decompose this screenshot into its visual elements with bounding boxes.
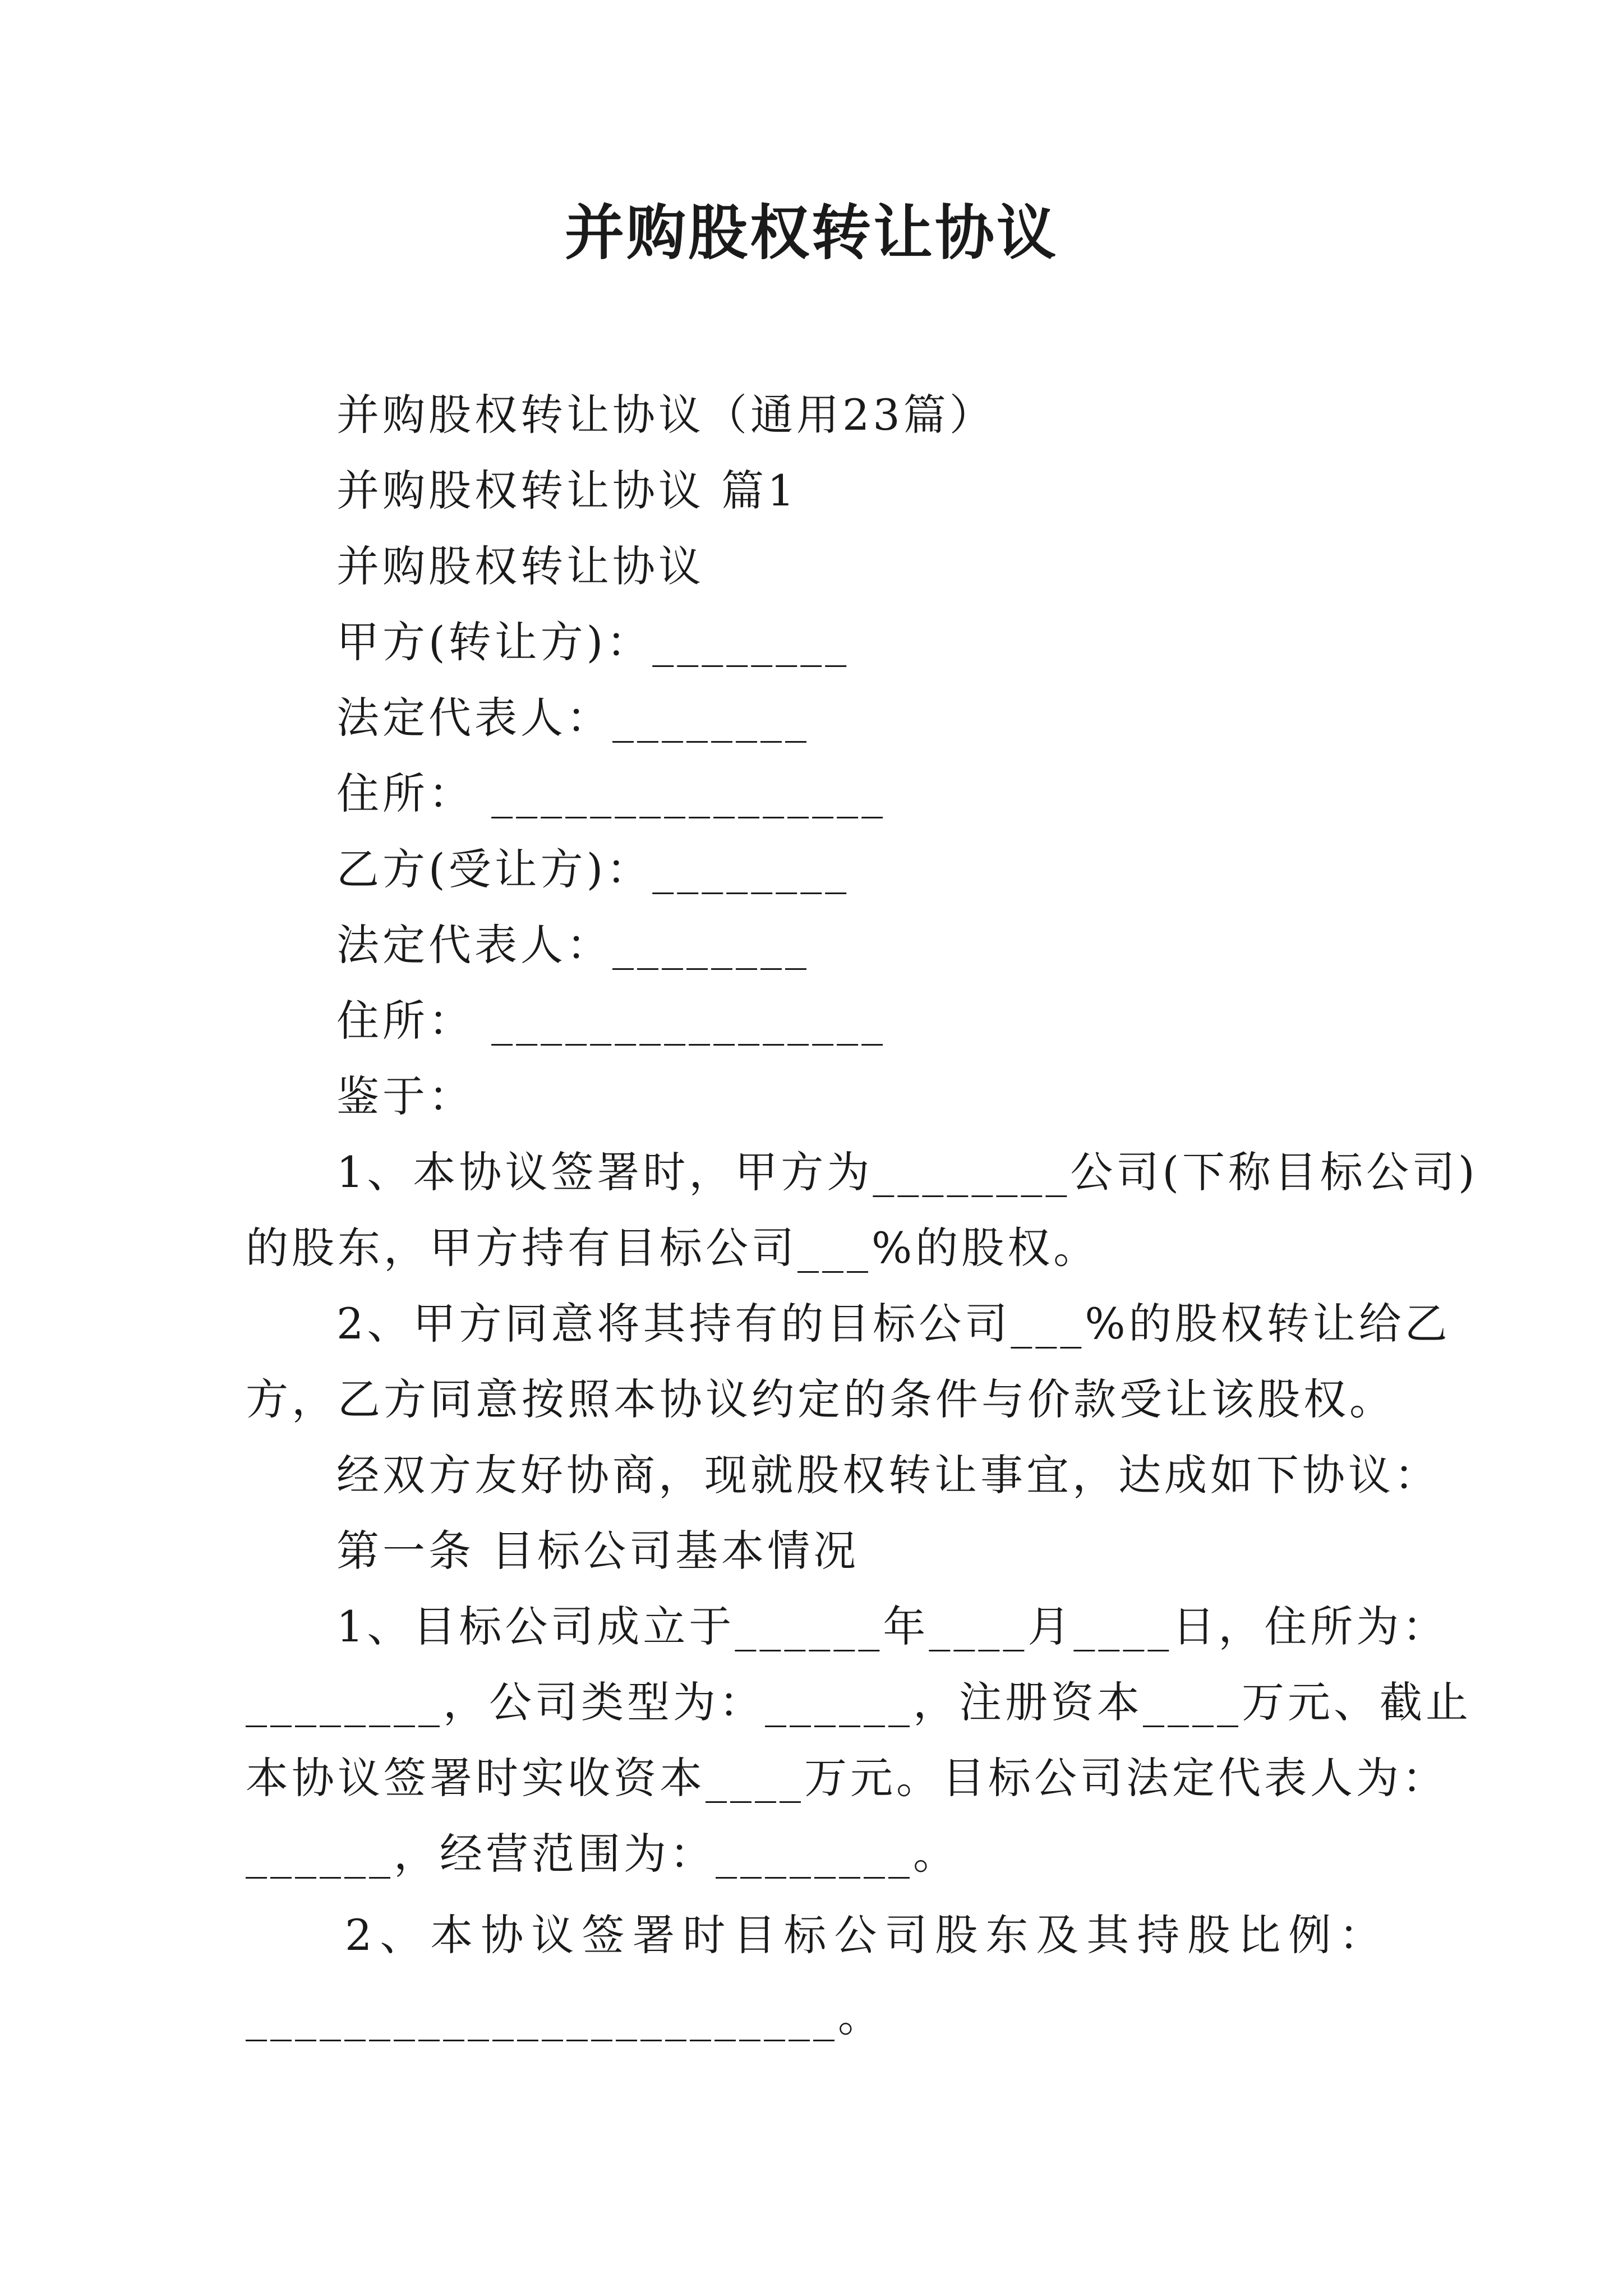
party-a-line: 甲方(转让方)：________: [336, 617, 850, 667]
subtitle-line: 并购股权转让协议（通用23篇）: [336, 390, 995, 440]
paragraph-line: ________________________。: [246, 1991, 884, 2041]
paragraph-line: 2、甲方同意将其持有的目标公司___%的股权转让给乙: [336, 1299, 1451, 1349]
party-b-representative-line: 法定代表人：________: [336, 920, 810, 970]
paragraph-line: 1、目标公司成立于______年____月____日，住所为：: [336, 1602, 1449, 1651]
paragraph-line: 1、本协议签署时，甲方为________公司(下称目标公司): [336, 1147, 1478, 1197]
party-a-representative-line: 法定代表人：________: [336, 693, 810, 743]
paragraph-line: ________，公司类型为：______，注册资本____万元、截止: [246, 1677, 1472, 1727]
paragraph-line: 经双方友好协商，现就股权转让事宜，达成如下协议：: [336, 1450, 1440, 1500]
whereas-line: 鉴于：: [336, 1071, 474, 1121]
article-heading: 第一条 目标公司基本情况: [336, 1526, 860, 1576]
party-b-address-line: 住所： ________________: [336, 996, 887, 1046]
paragraph-line: 方，乙方同意按照本协议约定的条件与价款受让该股权。: [246, 1374, 1395, 1424]
party-b-line: 乙方(受让方)：________: [336, 844, 850, 894]
paragraph-line: ______，经营范围为：________。: [246, 1829, 959, 1879]
section-heading: 并购股权转让协议 篇1: [336, 466, 798, 516]
paragraph-line: 的股东，甲方持有目标公司___%的股权。: [246, 1223, 1100, 1273]
document-title: 并购股权转让协议: [565, 197, 1058, 268]
agreement-name: 并购股权转让协议: [336, 541, 704, 591]
paragraph-line: 2、本协议签署时目标公司股东及其持股比例：: [345, 1910, 1390, 1960]
paragraph-line: 本协议签署时实收资本____万元。目标公司法定代表人为：: [246, 1753, 1448, 1803]
party-a-address-line: 住所： ________________: [336, 769, 887, 818]
